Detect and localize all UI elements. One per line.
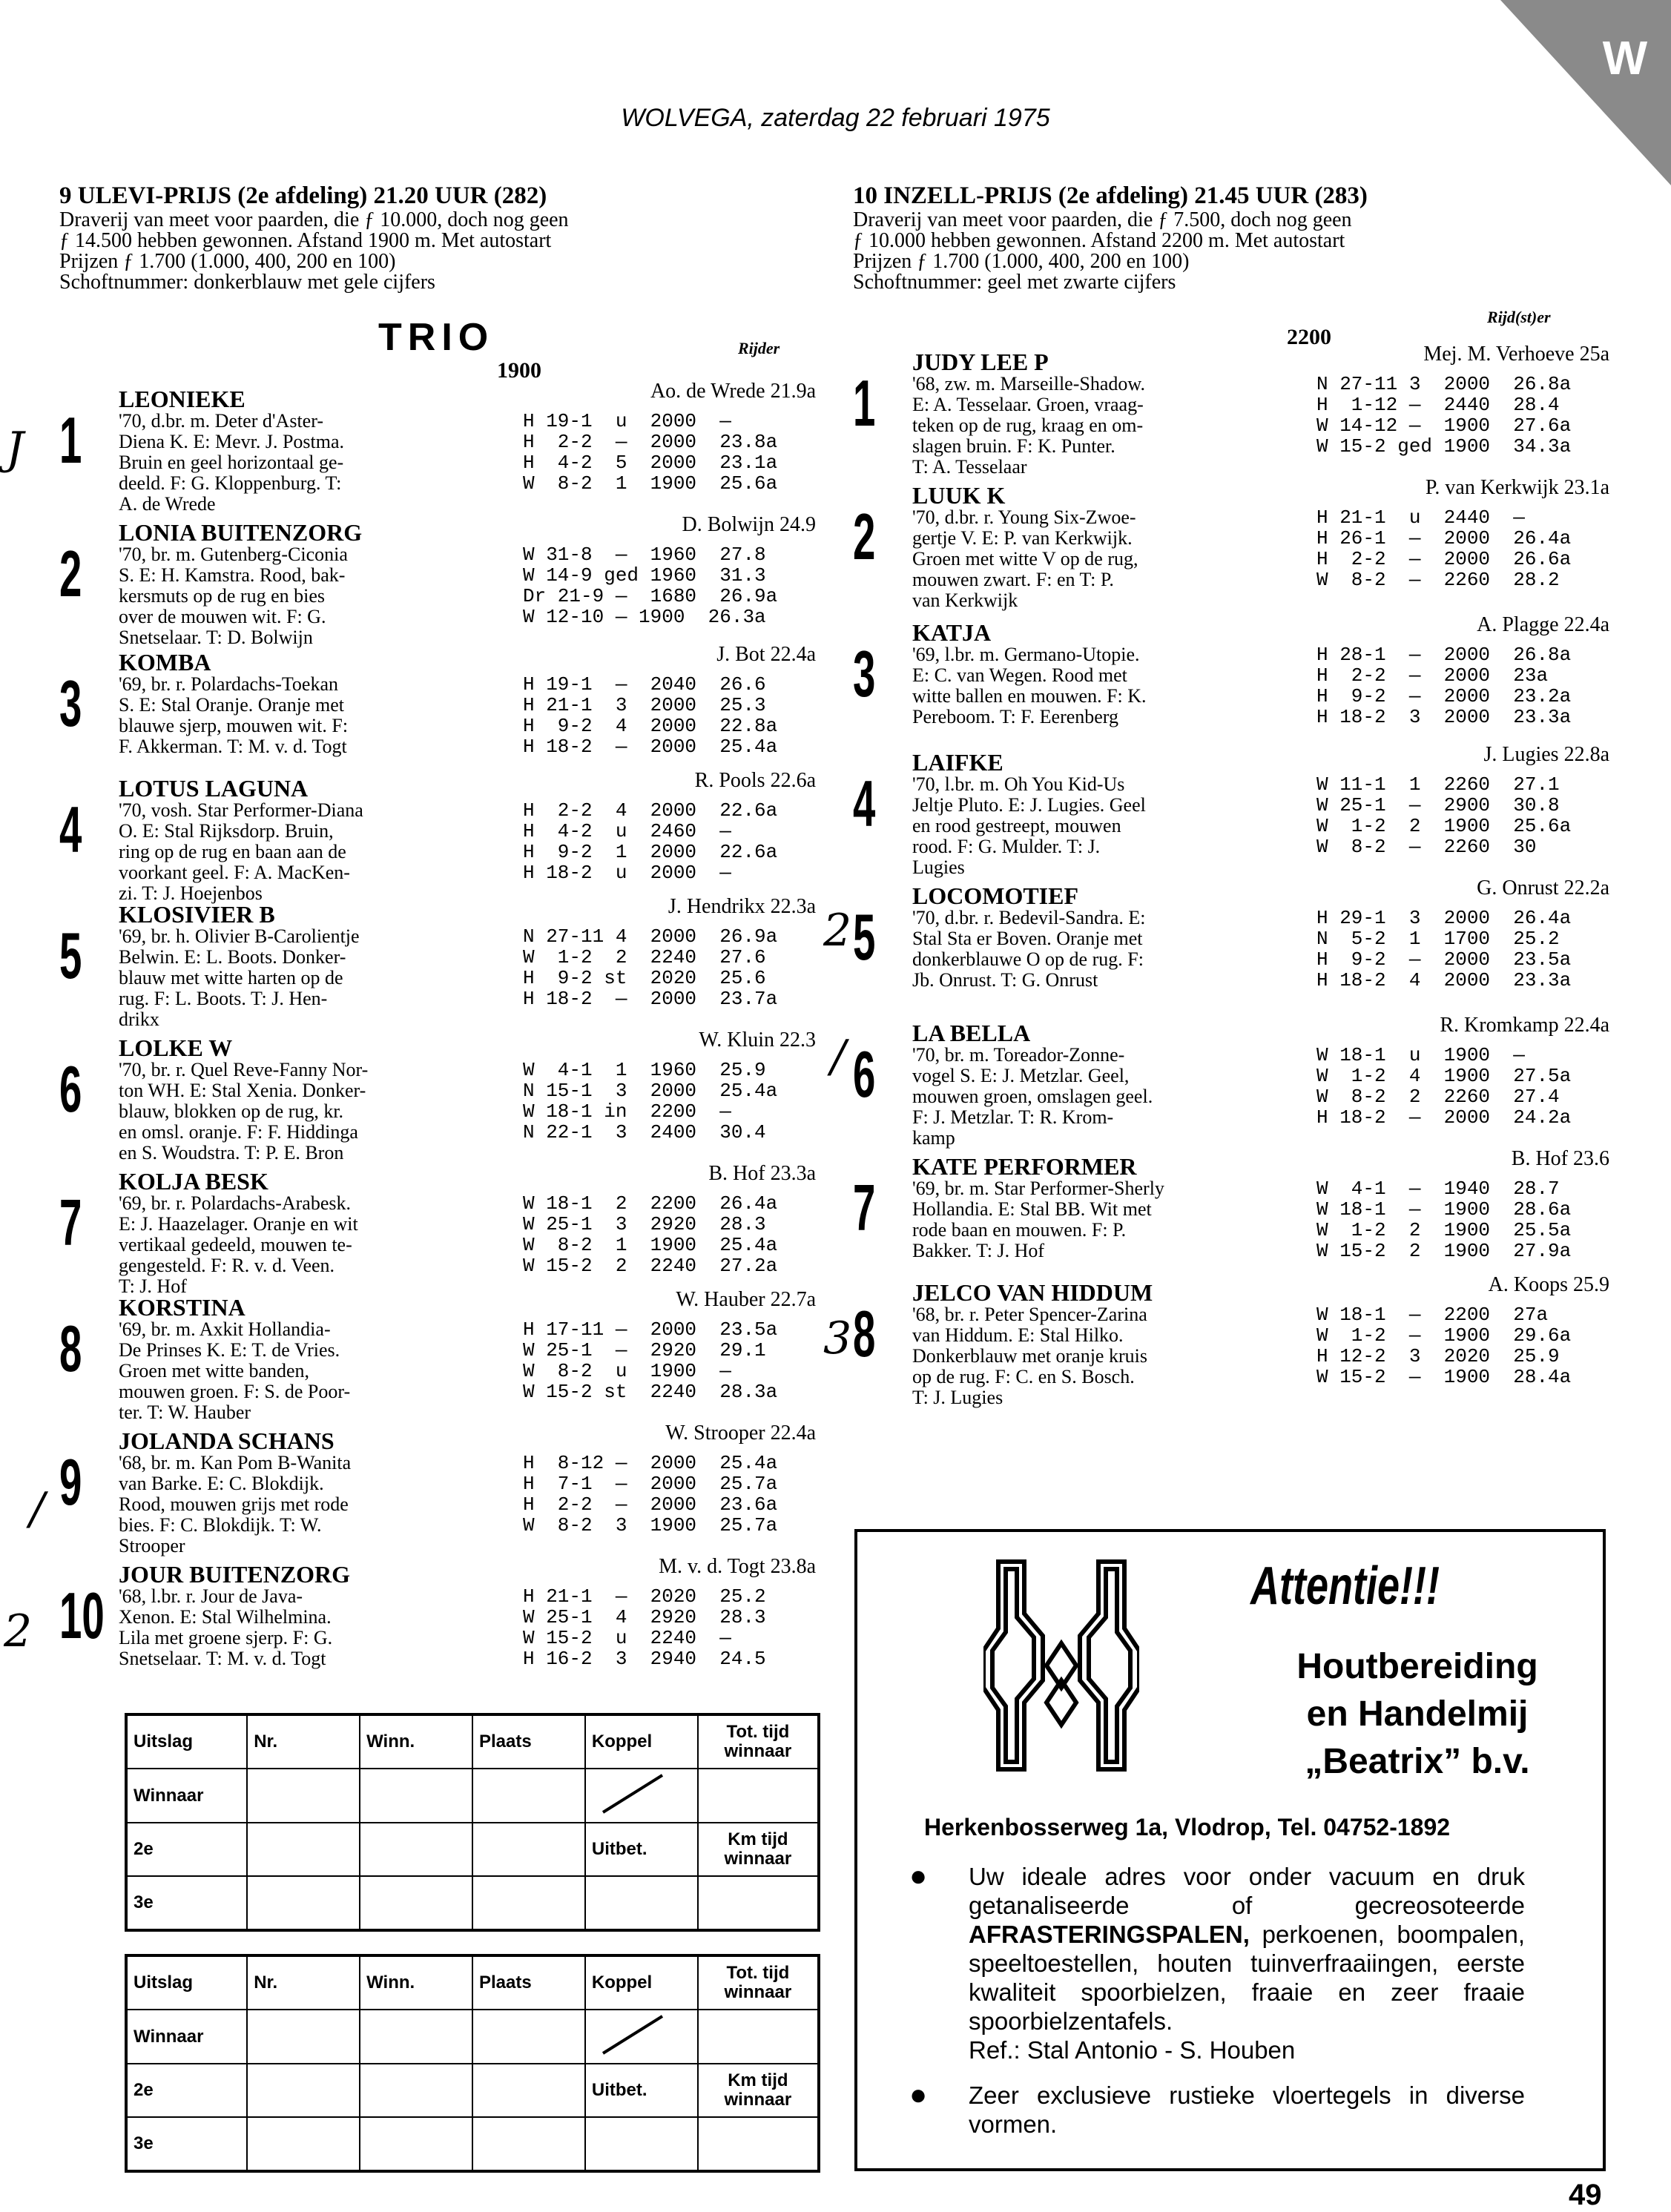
form-line: H 19-1 — 2040 26.6 xyxy=(523,673,766,696)
horse-description: '70, d.br. r. Bedevil-Sandra. E: Stal Sta er Boven. Oranje met donkerblauwe O op de rug. F: Jb. Onrust. T: G. Onrust xyxy=(912,907,1146,991)
corner-tab xyxy=(1456,0,1671,185)
bullet-icon: ● xyxy=(909,1860,928,1892)
form-line: H 18-2 4 2000 23.3a xyxy=(1316,969,1572,991)
form-line: H 28-1 — 2000 26.8a xyxy=(1316,644,1572,666)
form-line: H 21-1 u 2440 — xyxy=(1316,506,1525,529)
horse-name: LOLKE W xyxy=(119,1034,233,1061)
rijder-label: Rijder xyxy=(738,339,780,357)
form-line: W 14-12 — 1900 27.6a xyxy=(1316,415,1572,437)
page-number: 49 xyxy=(1569,2179,1602,2211)
race-10-distance: 2200 xyxy=(1287,325,1331,349)
ad-company-line: Houtbereiding xyxy=(1296,1647,1538,1686)
form-line: Dr 21-9 — 1680 26.9a xyxy=(523,585,778,607)
form-lines xyxy=(1316,1045,1613,1128)
horse-name: LA BELLA xyxy=(912,1020,1031,1046)
handwritten-mark: J xyxy=(6,423,24,475)
diagonal-slash-icon xyxy=(592,2010,673,2058)
page-header: WOLVEGA, zaterdag 22 februari 1975 xyxy=(621,104,1050,132)
horse-description: '69, br. r. Polardachs-Toekan S. E: Stal Oranje. Oranje met blauwe sjerp, mouwen wit. F: F. Akkerman. T: M. v. d. Togt xyxy=(119,673,349,757)
horse-name: JOUR BUITENZORG xyxy=(119,1561,351,1588)
form-line: W 8-2 1 1900 25.4a xyxy=(523,1234,778,1256)
horse-description: '68, br. r. Peter Spencer-Zarina van Hiddum. E: Stal Hilko. Donkerblauw met oranje kruis op de rug. F: C. en S. Bosch. T: J. Lugies xyxy=(912,1304,1147,1408)
horse-number: 7 xyxy=(59,1186,82,1259)
ad-text: Zeer exclusieve rustieke vloertegels in diverse vormen. xyxy=(969,2081,1525,2138)
form-lines xyxy=(1316,1178,1613,1261)
ad-company-line: en Handelmij xyxy=(1306,1694,1529,1734)
uitbet-label: Uitbet. xyxy=(585,2064,698,2117)
horse-name: KATJA xyxy=(912,619,992,646)
koppel-header: Koppel xyxy=(585,1955,698,2010)
handwritten-mark: / xyxy=(831,1031,846,1083)
handwritten-mark: 2 xyxy=(823,905,852,957)
form-line: H 7-1 — 2000 25.7a xyxy=(523,1473,778,1495)
tweede-label: 2e xyxy=(126,2064,247,2117)
form-lines xyxy=(523,544,820,627)
horse-name: LONIA BUITENZORG xyxy=(119,519,363,546)
form-lines xyxy=(523,411,820,494)
form-line: W 8-2 3 1900 25.7a xyxy=(523,1514,778,1536)
form-line: W 15-2 st 2240 28.3a xyxy=(523,1381,778,1403)
horse-description: '70, d.br. m. Deter d'Aster- Diena K. E: Mevr. J. Postma. Bruin en geel horizontaal ge- deeld. F: G. Kloppenburg. T: A. de Wrede xyxy=(119,410,345,515)
form-line: N 15-1 3 2000 25.4a xyxy=(523,1080,778,1102)
horse-number: 4 xyxy=(59,793,82,866)
table-cell[interactable] xyxy=(360,2117,472,2171)
driver-record: W. Strooper 22.4a xyxy=(665,1422,816,1445)
form-line: W 15-2 — 1900 28.4a xyxy=(1316,1366,1572,1388)
uitslag-header: Uitslag xyxy=(126,1714,247,1769)
form-lines xyxy=(523,800,820,883)
horse-number: 1 xyxy=(59,403,82,477)
horse-number: 6 xyxy=(59,1052,82,1126)
form-line: W 1-2 2 1900 25.6a xyxy=(1316,815,1572,837)
form-lines xyxy=(1316,774,1613,857)
form-line: W 18-1 2 2200 26.4a xyxy=(523,1192,778,1215)
horse-name: LAIFKE xyxy=(912,749,1003,776)
driver-record: B. Hof 23.6 xyxy=(1511,1147,1609,1170)
horse-number: 8 xyxy=(59,1312,82,1385)
derde-label: 3e xyxy=(126,1876,247,1930)
race-10-title: 10 INZELL-PRIJS (2e afdeling) 21.45 UUR (283) xyxy=(853,182,1368,209)
form-line: W 25-1 3 2920 28.3 xyxy=(523,1213,766,1235)
uitslag-header: Uitslag xyxy=(126,1955,247,2010)
table-cell[interactable] xyxy=(472,1823,585,1876)
form-line: H 21-1 3 2000 25.3 xyxy=(523,694,766,716)
form-line: W 1-2 2 1900 25.5a xyxy=(1316,1219,1572,1241)
table-cell[interactable] xyxy=(247,2117,360,2171)
form-line: W 4-1 — 1940 28.7 xyxy=(1316,1178,1560,1200)
form-line: H 9-2 — 2000 23.2a xyxy=(1316,685,1572,707)
ad-address: Herkenbosserweg 1a, Vlodrop, Tel. 04752-1892 xyxy=(924,1814,1451,1840)
horse-number: 6 xyxy=(853,1037,876,1111)
race-9-description: Draverij van meet voor paarden, die ƒ 10.000, doch nog geen ƒ 14.500 hebben gewonnen. Afstand 1900 m. Met autostart Prijzen ƒ 1.700 (1.000, 400, 200 en 100) Schoftnummer: donkerblauw met gele cijfers xyxy=(59,208,569,294)
driver-record: Mej. M. Verhoeve 25a xyxy=(1423,343,1609,366)
horse-description: '69, br. m. Star Performer-Sherly Hollandia. E: Stal BB. Wit met rode baan en mouwen. F: P. Bakker. T: J. Hof xyxy=(912,1178,1164,1261)
ad-text: Uw ideale adres voor onder vacuum en druk getanaliseerde of gecreosoteerde xyxy=(969,1863,1525,1919)
horse-number: 5 xyxy=(59,919,82,992)
form-line: W 15-2 2 1900 27.9a xyxy=(1316,1240,1572,1262)
ad-company-line: „Beatrix” b.v. xyxy=(1305,1742,1530,1781)
corner-letter: W xyxy=(1602,31,1648,85)
table-cell[interactable] xyxy=(585,2117,698,2171)
horse-name: JELCO VAN HIDDUM xyxy=(912,1279,1153,1306)
horse-description: '70, br. m. Toreador-Zonne- vogel S. E: J. Metzlar. Geel, mouwen groen, omslagen geel. F: J. Metzlar. T: R. Krom- kamp xyxy=(912,1044,1153,1149)
form-line: W 1-2 — 1900 29.6a xyxy=(1316,1324,1572,1347)
derde-label: 3e xyxy=(126,2117,247,2171)
table-cell[interactable] xyxy=(472,1876,585,1930)
form-line: H 2-2 — 2000 26.6a xyxy=(1316,548,1572,570)
advertisement-box xyxy=(854,1529,1606,2171)
horse-name: LEONIEKE xyxy=(119,386,245,412)
form-line: W 8-2 u 1900 — xyxy=(523,1360,731,1382)
form-line: H 16-2 3 2940 24.5 xyxy=(523,1648,766,1670)
form-line: W 1-2 2 2240 27.6 xyxy=(523,946,766,968)
ad-reference: Ref.: Stal Antonio - S. Houben xyxy=(969,2036,1296,2064)
table-cell[interactable] xyxy=(247,2064,360,2117)
handwritten-mark: / xyxy=(30,1483,45,1535)
form-line: W 25-1 — 2900 30.8 xyxy=(1316,794,1560,816)
km-tijd-label: Km tijd winnaar xyxy=(698,1823,819,1876)
uitbet-label: Uitbet. xyxy=(585,1823,698,1876)
form-line: N 22-1 3 2400 30.4 xyxy=(523,1121,766,1143)
form-line: H 19-1 u 2000 — xyxy=(523,410,731,432)
form-line: W 8-2 1 1900 25.6a xyxy=(523,472,778,495)
horse-description: '69, br. m. Axkit Hollandia- De Prinses K. E: T. de Vries. Groen met witte banden, mouwen groen. F: S. de Poor- ter. T: W. Hauber xyxy=(119,1318,351,1423)
form-line: W 31-8 — 1960 27.8 xyxy=(523,544,766,566)
form-line: H 1-12 — 2440 28.4 xyxy=(1316,394,1560,416)
winn-header: Winn. xyxy=(360,1955,472,2010)
ad-headline: Attentie!!! xyxy=(1250,1556,1440,1616)
horse-description: '70, d.br. r. Young Six-Zwoe- gertje V. E: P. van Kerkwijk. Groen met witte V op de rug, mouwen zwart. F: en T: P. van Kerkwijk xyxy=(912,506,1138,611)
driver-record: G. Onrust 22.2a xyxy=(1477,876,1609,899)
horse-description: '70, br. r. Quel Reve-Fanny Nor- ton WH. E: Stal Xenia. Donker- blauw, blokken op de rug, kr. en omsl. oranje. F: F. Hiddinga en S. Woudstra. T: P. E. Bron xyxy=(119,1059,369,1163)
form-line: H 8-12 — 2000 25.4a xyxy=(523,1452,778,1474)
horse-name: KATE PERFORMER xyxy=(912,1153,1137,1180)
handwritten-mark: 3 xyxy=(823,1313,852,1364)
uitslag-table-1 xyxy=(125,1713,820,1932)
driver-record: M. v. d. Togt 23.8a xyxy=(659,1555,816,1578)
nr-header: Nr. xyxy=(247,1955,360,2010)
driver-record: J. Bot 22.4a xyxy=(716,643,816,666)
form-line: W 15-2 u 2240 — xyxy=(523,1627,731,1649)
ad-bullet-2 xyxy=(909,2081,1525,2139)
table-cell[interactable] xyxy=(360,2010,472,2064)
form-line: H 18-2 — 2000 25.4a xyxy=(523,736,778,758)
form-line: H 9-2 st 2020 25.6 xyxy=(523,967,766,989)
horse-number: 2 xyxy=(853,500,876,573)
horse-name: JUDY LEE P xyxy=(912,349,1049,375)
handwritten-mark: 2 xyxy=(4,1605,33,1657)
form-lines xyxy=(523,1453,820,1536)
horse-number: 4 xyxy=(853,767,876,840)
form-line: W 14-9 ged 1960 31.3 xyxy=(523,564,766,587)
horse-number: 1 xyxy=(853,366,876,440)
rijdster-label: Rijd(st)er xyxy=(1487,308,1551,326)
horse-number: 5 xyxy=(853,900,876,974)
form-line: H 18-2 — 2000 24.2a xyxy=(1316,1106,1572,1129)
table-cell[interactable] xyxy=(360,1823,472,1876)
driver-record: D. Bolwijn 24.9 xyxy=(682,513,816,536)
horse-name: KOLJA BESK xyxy=(119,1168,268,1195)
form-line: W 1-2 4 1900 27.5a xyxy=(1316,1065,1572,1087)
koppel-slash-cell xyxy=(585,1769,698,1823)
horse-description: '70, vosh. Star Performer-Diana O. E: Stal Rijksdorp. Bruin, ring op de rug en baan aan de voorkant geel. F: A. MacKen- zi. T: J. Hoejenbos xyxy=(119,799,363,904)
race-9-title: 9 ULEVI-PRIJS (2e afdeling) 21.20 UUR (282) xyxy=(59,182,547,209)
horse-number: 3 xyxy=(59,667,82,740)
table-cell[interactable] xyxy=(698,2010,819,2064)
form-line: W 15-2 ged 1900 34.3a xyxy=(1316,435,1572,458)
table-cell[interactable] xyxy=(247,1876,360,1930)
form-line: N 27-11 4 2000 26.9a xyxy=(523,925,778,948)
form-lines xyxy=(1316,374,1613,457)
form-line: W 18-1 in 2200 — xyxy=(523,1100,731,1123)
horse-name: KLOSIVIER B xyxy=(119,901,275,928)
form-line: N 27-11 3 2000 26.8a xyxy=(1316,373,1572,395)
form-line: H 4-2 u 2460 — xyxy=(523,820,731,842)
horse-name: LOTUS LAGUNA xyxy=(119,775,309,802)
race-10-description: Draverij van meet voor paarden, die ƒ 7.500, doch nog geen ƒ 10.000 hebben gewonnen. Afstand 2200 m. Met autostart Prijzen ƒ 1.700 (1.000, 400, 200 en 100) Schoftnummer: geel met zwarte cijfers xyxy=(853,208,1352,294)
plaats-header: Plaats xyxy=(472,1714,585,1769)
ad-text: perkoenen, boompalen, speeltoestellen, houten tuinverfraaiingen, eerste kwaliteit spoorbielzen, fraaie en zeer fraaie spoorbielzentafels. xyxy=(969,1921,1525,2035)
race-9-distance: 1900 xyxy=(497,358,541,383)
driver-record: J. Hendrikx 22.3a xyxy=(668,895,816,918)
table-cell[interactable] xyxy=(698,1769,819,1823)
ad-text-bold: AFRASTERINGSPALEN, xyxy=(969,1921,1250,1948)
ad-bullet-1 xyxy=(909,1862,1525,2064)
nr-header: Nr. xyxy=(247,1714,360,1769)
horse-description: '69, br. r. Polardachs-Arabesk. E: J. Haazelager. Oranje en wit vertikaal gedeeld, mouwen te- gengesteld. F: R. v. d. Veen. T: J. Hof xyxy=(119,1192,358,1297)
form-lines xyxy=(1316,1304,1613,1387)
table-cell[interactable] xyxy=(247,2010,360,2064)
form-line: H 29-1 3 2000 26.4a xyxy=(1316,907,1572,929)
form-lines xyxy=(1316,507,1613,590)
winnaar-label: Winnaar xyxy=(126,2010,247,2064)
tweede-label: 2e xyxy=(126,1823,247,1876)
form-line: H 2-2 — 2000 23.6a xyxy=(523,1493,778,1516)
form-line: W 8-2 — 2260 30 xyxy=(1316,836,1537,858)
form-line: H 2-2 — 2000 23.8a xyxy=(523,431,778,453)
driver-record: A. Plagge 22.4a xyxy=(1477,613,1609,636)
form-line: W 18-1 — 2200 27a xyxy=(1316,1304,1549,1326)
driver-record: P. van Kerkwijk 23.1a xyxy=(1425,476,1609,499)
form-line: H 9-2 4 2000 22.8a xyxy=(523,715,778,737)
form-line: H 21-1 — 2020 25.2 xyxy=(523,1585,766,1608)
plaats-header: Plaats xyxy=(472,1955,585,2010)
table-cell[interactable] xyxy=(472,1769,585,1823)
form-line: N 5-2 1 1700 25.2 xyxy=(1316,928,1560,950)
table-cell[interactable] xyxy=(360,1769,472,1823)
horse-number: 9 xyxy=(59,1445,82,1519)
bullet-icon: ● xyxy=(909,2079,928,2111)
horse-number: 8 xyxy=(853,1297,876,1370)
beatrix-logo-icon xyxy=(983,1554,1139,1777)
driver-record: A. Koops 25.9 xyxy=(1488,1273,1609,1296)
form-line: W 8-2 — 2260 28.2 xyxy=(1316,569,1560,591)
horse-description: '68, l.br. r. Jour de Java- Xenon. E: Stal Wilhelmina. Lila met groene sjerp. F: G. Snetselaar. T: M. v. d. Togt xyxy=(119,1585,333,1669)
horse-number: 10 xyxy=(59,1579,105,1652)
form-line: H 18-2 u 2000 — xyxy=(523,862,731,884)
form-line: W 18-1 — 1900 28.6a xyxy=(1316,1198,1572,1221)
form-line: H 18-2 3 2000 23.3a xyxy=(1316,706,1572,728)
form-line: W 4-1 1 1960 25.9 xyxy=(523,1059,766,1081)
koppel-header: Koppel xyxy=(585,1714,698,1769)
tot-tijd-header: Tot. tijd winnaar xyxy=(698,1714,819,1769)
winn-header: Winn. xyxy=(360,1714,472,1769)
form-lines xyxy=(523,1586,820,1669)
horse-description: '70, l.br. m. Oh You Kid-Us Jeltje Pluto. E: J. Lugies. Geel en rood gestreept, mouwen rood. F: G. Mulder. T: J. Lugies xyxy=(912,773,1146,878)
form-line: H 2-2 4 2000 22.6a xyxy=(523,799,778,822)
diagonal-slash-icon xyxy=(592,1769,673,1817)
form-line: W 12-10 — 1900 26.3a xyxy=(523,606,766,628)
table-cell[interactable] xyxy=(472,2117,585,2171)
horse-name: KORSTINA xyxy=(119,1294,245,1321)
form-lines xyxy=(1316,908,1613,991)
table-cell[interactable] xyxy=(360,2064,472,2117)
driver-record: Ao. de Wrede 21.9a xyxy=(650,380,816,403)
horse-number: 3 xyxy=(853,637,876,710)
form-lines xyxy=(523,1319,820,1402)
table-cell[interactable] xyxy=(360,1876,472,1930)
horse-name: LOCOMOTIEF xyxy=(912,882,1079,909)
horse-description: '70, br. m. Gutenberg-Ciconia S. E: H. Kamstra. Rood, bak- kersmuts op de rug en bies over de mouwen wit. F: G. Snetselaar. T: D. Bolwijn xyxy=(119,544,348,648)
form-line: H 18-2 — 2000 23.7a xyxy=(523,988,778,1010)
km-tijd-label: Km tijd winnaar xyxy=(698,2064,819,2117)
form-line: H 4-2 5 2000 23.1a xyxy=(523,452,778,474)
table-cell[interactable] xyxy=(585,1876,698,1930)
form-line: W 8-2 2 2260 27.4 xyxy=(1316,1086,1560,1108)
horse-number: 2 xyxy=(59,537,82,610)
race-9-column xyxy=(59,182,816,1670)
ad-company-name xyxy=(1258,1643,1577,1786)
uitslag-table-2 xyxy=(125,1954,820,2173)
form-line: H 12-2 3 2020 25.9 xyxy=(1316,1345,1560,1367)
horse-description: '68, zw. m. Marseille-Shadow. E: A. Tesselaar. Groen, vraag- teken op de rug, kraag en om- slagen bruin. F: K. Punter. T: A. Tesselaar xyxy=(912,373,1145,478)
table-cell[interactable] xyxy=(247,1769,360,1823)
winnaar-label: Winnaar xyxy=(126,1769,247,1823)
form-line: H 9-2 — 2000 23.5a xyxy=(1316,948,1572,971)
horse-name: LUUK K xyxy=(912,482,1006,509)
form-line: W 11-1 1 2260 27.1 xyxy=(1316,773,1560,796)
table-cell[interactable] xyxy=(247,1823,360,1876)
form-lines xyxy=(1316,644,1613,727)
driver-record: J. Lugies 22.8a xyxy=(1483,743,1609,766)
driver-record: B. Hof 23.3a xyxy=(708,1162,816,1185)
form-line: W 25-1 4 2920 28.3 xyxy=(523,1606,766,1628)
driver-record: W. Kluin 22.3 xyxy=(699,1029,816,1051)
table-cell[interactable] xyxy=(698,1876,819,1930)
driver-record: R. Kromkamp 22.4a xyxy=(1440,1014,1609,1037)
driver-record: W. Hauber 22.7a xyxy=(676,1288,816,1311)
form-line: H 9-2 1 2000 22.6a xyxy=(523,841,778,863)
form-line: W 18-1 u 1900 — xyxy=(1316,1044,1525,1066)
form-line: W 25-1 — 2920 29.1 xyxy=(523,1339,766,1361)
form-line: W 15-2 2 2240 27.2a xyxy=(523,1255,778,1277)
horse-number: 7 xyxy=(853,1171,876,1244)
form-lines xyxy=(523,674,820,757)
table-cell[interactable] xyxy=(472,2010,585,2064)
horse-name: JOLANDA SCHANS xyxy=(119,1427,334,1454)
horse-description: '68, br. m. Kan Pom B-Wanita van Barke. E: C. Blokdijk. Rood, mouwen grijs met rode bies. F: C. Blokdijk. T: W. Strooper xyxy=(119,1452,352,1556)
form-lines xyxy=(523,1193,820,1276)
horse-description: '69, l.br. m. Germano-Utopie. E: C. van Wegen. Rood met witte ballen en mouwen. F: K. Pereboom. T: F. Eerenberg xyxy=(912,644,1147,727)
trio-label: TRIO xyxy=(378,316,495,359)
tot-tijd-header: Tot. tijd winnaar xyxy=(698,1955,819,2010)
form-line: H 2-2 — 2000 23a xyxy=(1316,664,1549,687)
form-lines xyxy=(523,926,820,1009)
form-line: H 17-11 — 2000 23.5a xyxy=(523,1318,778,1341)
race-10-column xyxy=(853,182,1609,1408)
driver-record: R. Pools 22.6a xyxy=(694,769,816,792)
horse-name: KOMBA xyxy=(119,649,211,676)
horse-description: '69, br. h. Olivier B-Carolientje Belwin. E: L. Boots. Donker- blauw met witte harten op de rug. F: L. Boots. T: J. Hen- drikx xyxy=(119,925,360,1030)
table-cell[interactable] xyxy=(472,2064,585,2117)
form-line: H 26-1 — 2000 26.4a xyxy=(1316,527,1572,549)
koppel-slash-cell xyxy=(585,2010,698,2064)
form-lines xyxy=(523,1060,820,1143)
table-cell[interactable] xyxy=(698,2117,819,2171)
